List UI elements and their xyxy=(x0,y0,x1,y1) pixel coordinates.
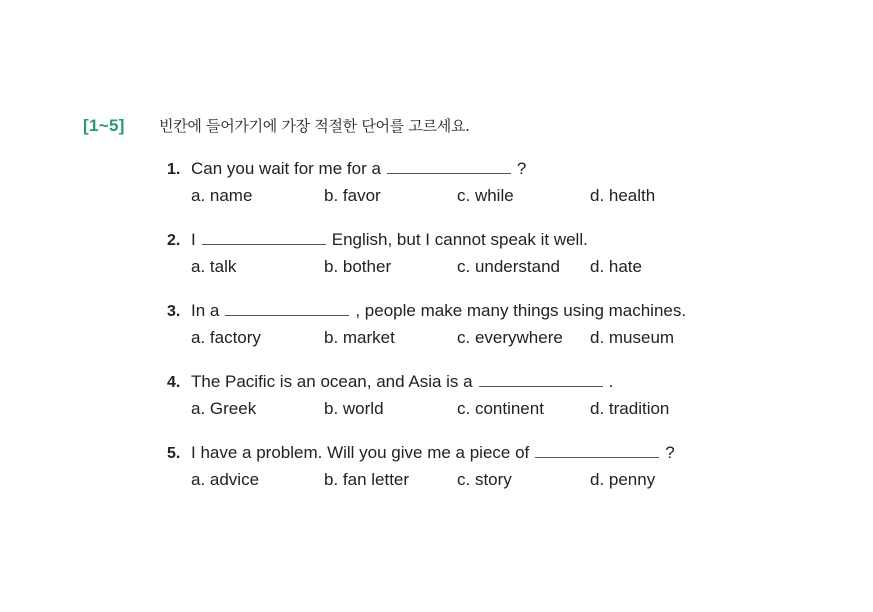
stem-after-blank: , people make many things using machines. xyxy=(355,301,687,320)
option-b[interactable]: b. bother xyxy=(324,257,392,276)
answer-options xyxy=(191,328,767,348)
question-1 xyxy=(167,156,767,206)
option-a[interactable]: a. Greek xyxy=(191,399,257,418)
answer-options xyxy=(191,399,767,419)
option-c[interactable]: c. understand xyxy=(457,257,561,276)
question-number: 4. xyxy=(167,374,181,391)
option-a[interactable]: a. name xyxy=(191,186,253,205)
option-a[interactable]: a. talk xyxy=(191,257,237,276)
option-b[interactable]: b. fan letter xyxy=(324,470,410,489)
option-d[interactable]: d. hate xyxy=(590,257,642,276)
stem-before-blank: I xyxy=(191,230,196,249)
stem-before-blank: In a xyxy=(191,301,220,320)
question-stem xyxy=(167,440,767,464)
option-c[interactable]: c. everywhere xyxy=(457,328,563,347)
question-number: 2. xyxy=(167,232,181,249)
question-4 xyxy=(167,369,767,419)
stem-before-blank: Can you wait for me for a xyxy=(191,159,381,178)
option-d[interactable]: d. museum xyxy=(590,328,675,347)
question-number: 3. xyxy=(167,303,181,320)
question-stem xyxy=(167,369,767,393)
answer-blank[interactable] xyxy=(225,298,349,316)
answer-options xyxy=(191,470,767,490)
question-stem xyxy=(167,156,767,180)
stem-before-blank: I have a problem. Will you give me a piece of xyxy=(191,443,530,462)
option-c[interactable]: c. continent xyxy=(457,399,544,418)
stem-after-blank: . xyxy=(608,372,614,391)
option-b[interactable]: b. world xyxy=(324,399,384,418)
question-number: 5. xyxy=(167,445,181,462)
question-range: [1~5] xyxy=(83,116,125,135)
question-2 xyxy=(167,227,767,277)
answer-options xyxy=(191,186,767,206)
option-b[interactable]: b. favor xyxy=(324,186,381,205)
option-d[interactable]: d. tradition xyxy=(590,399,670,418)
answer-blank[interactable] xyxy=(202,227,326,245)
question-stem xyxy=(167,227,767,251)
answer-blank[interactable] xyxy=(535,440,659,458)
question-number: 1. xyxy=(167,161,181,178)
option-d[interactable]: d. penny xyxy=(590,470,656,489)
option-d[interactable]: d. health xyxy=(590,186,656,205)
option-b[interactable]: b. market xyxy=(324,328,395,347)
question-stem xyxy=(167,298,767,322)
section-header xyxy=(83,115,470,136)
stem-after-blank: ? xyxy=(516,159,527,178)
question-5 xyxy=(167,440,767,490)
option-a[interactable]: a. factory xyxy=(191,328,261,347)
stem-after-blank: ? xyxy=(665,443,675,462)
instruction-text: 빈칸에 들어가기에 가장 적절한 단어를 고르세요. xyxy=(159,117,470,135)
answer-options xyxy=(191,257,767,277)
stem-after-blank: English, but I cannot speak it well. xyxy=(331,230,588,249)
answer-blank[interactable] xyxy=(387,156,511,174)
stem-before-blank: The Pacific is an ocean, and Asia is a xyxy=(191,372,473,391)
option-a[interactable]: a. advice xyxy=(191,470,260,489)
option-c[interactable]: c. story xyxy=(457,470,512,489)
option-c[interactable]: c. while xyxy=(457,186,514,205)
answer-blank[interactable] xyxy=(479,369,603,387)
question-3 xyxy=(167,298,767,348)
